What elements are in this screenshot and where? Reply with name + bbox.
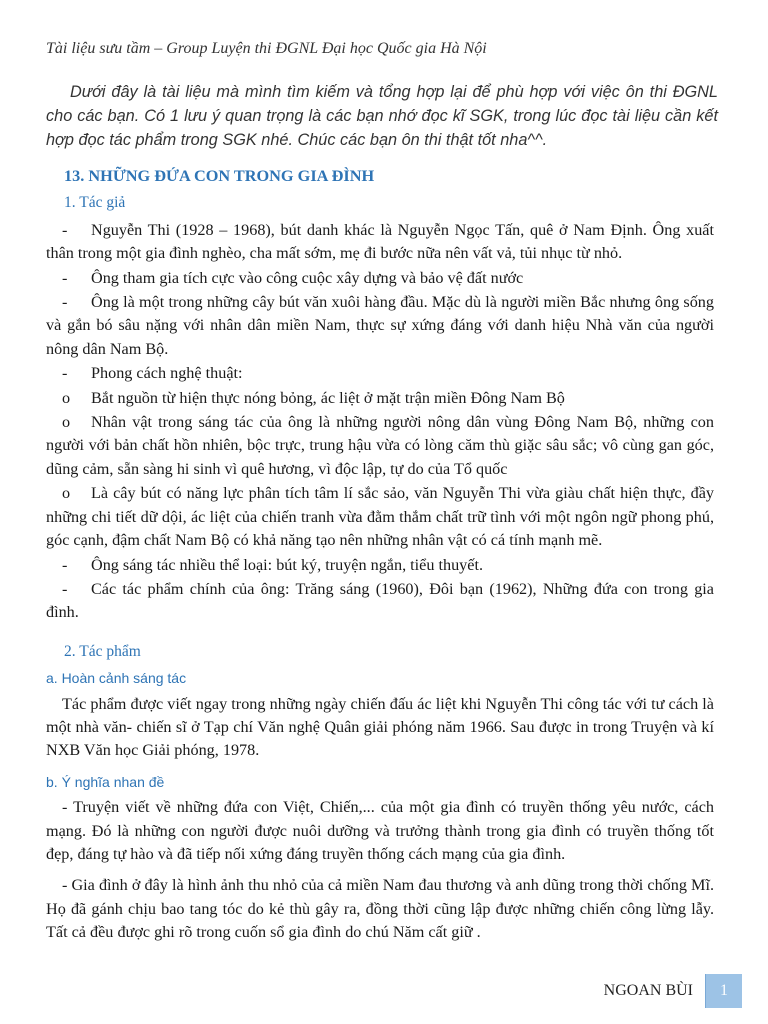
sub-list-item [46, 387, 714, 410]
bullet-marker: - [62, 364, 68, 383]
page-number: 1 [705, 974, 742, 1008]
circle-bullet-marker: o [62, 484, 71, 503]
bullet-marker: - [62, 555, 68, 574]
list-item [46, 291, 714, 361]
list-item [46, 267, 714, 290]
heading-tac-gia: 1. Tác giả [64, 194, 126, 212]
circle-bullet-marker: o [62, 388, 71, 407]
bullet-marker: - [62, 220, 68, 239]
list-item [46, 578, 714, 625]
page-header: Tài liệu sưu tầm – Group Luyện thi ĐGNL Đại học Quốc gia Hà Nội [46, 40, 487, 57]
heading-tac-pham: 2. Tác phẩm [64, 642, 141, 660]
list-item-text: Nguyễn Thi (1928 – 1968), bút danh khác là Nguyễn Ngọc Tấn, quê ở Nam Định. Ông xuất thân trong một gia đình nghèo, cha mất sớm, mẹ đi bước nữa nên vất vả, tủi nhục từ nhỏ. [46, 220, 714, 263]
list-item-text: Bắt nguồn từ hiện thực nóng bỏng, ác liệt ở mặt trận miền Đông Nam Bộ [91, 388, 565, 407]
list-item-text: Ông là một trong những cây bút văn xuôi hàng đầu. Mặc dù là người miền Bắc nhưng ông sống và gắn bó sâu nặng với nhân dân miền Nam, thực sự xứng đáng với danh hiệu Nhà văn của người nông dân Nam Bộ. [46, 293, 714, 358]
list-item-text: Là cây bút có năng lực phân tích tâm lí sắc sảo, văn Nguyễn Thi vừa giàu chất hiện thực, đầy những chi tiết dữ dội, ác liệt của chiến tranh vừa đằm thắm chất trữ tình với một ngôn ngữ phong phú, góc cạnh, đậm chất Nam Bộ có khả năng tạo nên những nhân vật có cá tính mạnh mẽ. [46, 484, 714, 550]
bullet-marker: - [62, 293, 68, 312]
list-item-text: Nhân vật trong sáng tác của ông là những người nông dân vùng Đông Nam Bộ, những con người với bản chất hồn nhiên, bộc trực, trung hậu vừa có lòng căm thù giặc sâu sắc; vô cùng gan góc, dũng cảm, sẵn sàng hi sinh vì quê hương, vì độc lập, tự do của Tổ quốc [46, 413, 714, 478]
list-item-text: Ông tham gia tích cực vào công cuộc xây dựng và bảo vệ đất nước [91, 268, 524, 287]
sub-list-item [46, 411, 714, 481]
paragraph-hoan-canh: Tác phẩm được viết ngay trong những ngày chiến đấu ác liệt khi Nguyễn Thi công tác với tư cách là một nhà văn- chiến sĩ ở Tạp chí Văn nghệ Quân giải phóng năm 1966. Sau được in trong Truyện và kí NXB Văn học Giải phóng, 1978. [46, 694, 714, 760]
section-title: 13. NHỮNG ĐỨA CON TRONG GIA ĐÌNH [64, 166, 375, 185]
list-item-text: Ông sáng tác nhiều thể loại: bút ký, truyện ngắn, tiểu thuyết. [91, 555, 484, 574]
bullet-marker: - [62, 579, 68, 598]
bullet-marker: - [62, 268, 68, 287]
list-item-text: Các tác phẩm chính của ông: Trăng sáng (1960), Đôi bạn (1962), Những đứa con trong gia đình. [46, 579, 714, 622]
intro-paragraph: Dưới đây là tài liệu mà mình tìm kiếm và tổng hợp lại để phù hợp với việc ôn thi ĐGNL cho các bạn. Có 1 lưu ý quan trọng là các bạn nhớ đọc kĩ SGK, trong lúc đọc tài liệu cần kết hợp đọc tác phẩm trong SGK nhé. Chúc các bạn ôn thi thật tốt nha^^. [46, 83, 718, 149]
list-item [46, 219, 714, 266]
list-item [46, 554, 714, 577]
list-item [46, 362, 714, 385]
page-footer [604, 975, 742, 1007]
list-item-text: Phong cách nghệ thuật: [91, 364, 243, 383]
subheading-hoan-canh: a. Hoàn cảnh sáng tác [46, 670, 187, 687]
main-content [46, 164, 714, 945]
sub-list-item [46, 482, 714, 552]
paragraph-y-nghia-2: - Gia đình ở đây là hình ảnh thu nhỏ của cả miền Nam đau thương và anh dũng trong thời chống Mĩ. Họ đã gánh chịu bao tang tóc do kẻ thù gây ra, đồng thời cũng lập được những chiến công lừng lẫy. Tất cả đều được ghi rõ trong cuốn sổ gia đình do chú Năm cất giữ . [46, 876, 714, 942]
subheading-y-nghia: b. Ý nghĩa nhan đề [46, 773, 165, 790]
spacer [46, 626, 714, 638]
paragraph-y-nghia-1: - Truyện viết về những đứa con Việt, Chiến,... của một gia đình có truyền thống yêu nước, cách mạng. Đó là những con người được nuôi dưỡng và trưởng thành trong gia đình có truyền thống tốt đẹp, đáng tự hào và đã tiếp nối xứng đáng truyền thống cách mạng của gia đình. [46, 798, 714, 863]
footer-author: NGOAN BÙI [603, 982, 693, 999]
circle-bullet-marker: o [62, 413, 71, 432]
